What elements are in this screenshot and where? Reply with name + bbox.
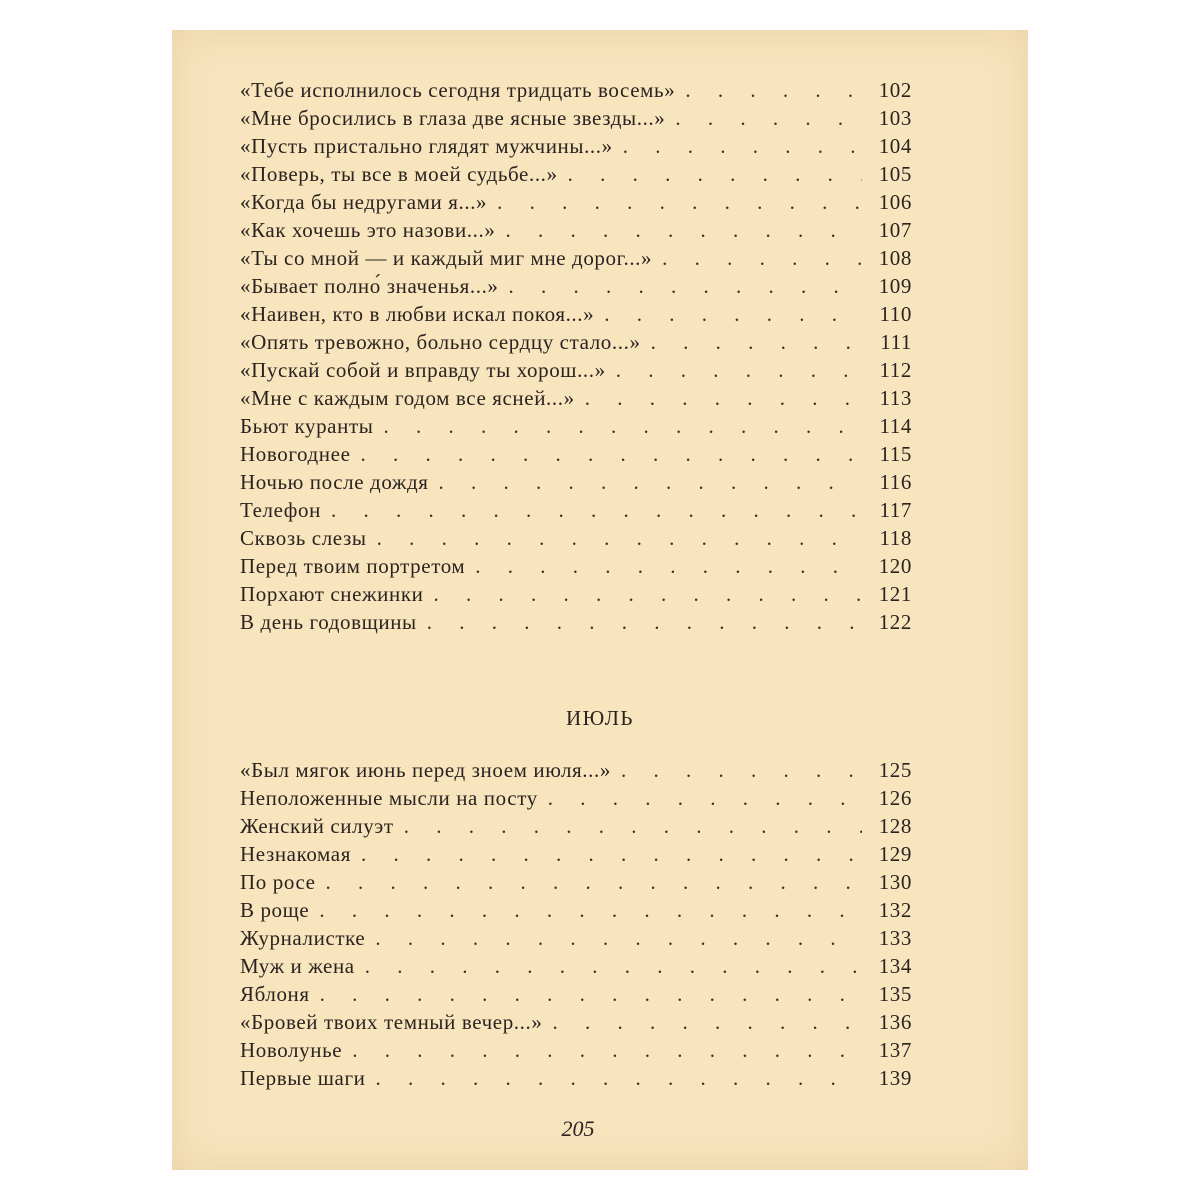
toc-entry-page: 103	[878, 106, 912, 130]
toc-entry-page: 136	[878, 1010, 912, 1034]
toc-entry	[240, 926, 912, 954]
toc-entry	[240, 330, 912, 358]
toc-entry-page: 113	[879, 386, 912, 410]
toc-entry	[240, 870, 912, 898]
dot-leader	[616, 358, 862, 383]
toc-entry-title: В роще	[240, 898, 310, 922]
toc-entry-title: «Пускай собой и вправду ты хорош...»	[240, 358, 606, 382]
dot-leader	[319, 898, 862, 923]
toc-entry	[240, 302, 912, 330]
toc-entry-title: «Ты со мной — и каждый миг мне дорог...»	[240, 246, 653, 270]
toc-entry-page: 134	[878, 954, 912, 978]
toc-entry	[240, 610, 912, 638]
toc-entry-page: 125	[878, 758, 912, 782]
toc-entry	[240, 414, 912, 442]
dot-leader	[548, 786, 862, 811]
dot-leader	[552, 1010, 862, 1035]
toc-entry-page: 139	[878, 1066, 912, 1090]
toc-entry	[240, 954, 912, 982]
toc-entry	[240, 106, 912, 134]
section-heading: ИЮЛЬ	[565, 706, 634, 730]
toc-entry-page: 120	[878, 554, 912, 578]
dot-leader	[568, 162, 862, 187]
toc-entry-title: Бьют куранты	[240, 414, 374, 438]
toc-entry-page: 110	[879, 302, 912, 326]
dot-leader	[604, 302, 862, 327]
toc-entry-title: «Мне бросились в глаза две ясные звезды...»	[240, 106, 666, 130]
dot-leader	[509, 274, 862, 299]
dot-leader	[623, 134, 862, 159]
toc-entry	[240, 758, 912, 786]
toc-entry-page: 108	[878, 246, 912, 270]
toc-entry	[240, 134, 912, 162]
dot-leader	[675, 106, 862, 131]
toc-entry-title: Телефон	[240, 498, 321, 522]
dot-leader	[331, 498, 862, 523]
toc-entry	[240, 442, 912, 470]
toc-entry-title: «Пусть пристально глядят мужчины...»	[240, 134, 613, 158]
toc-entry-page: 102	[878, 78, 912, 102]
dot-leader	[585, 386, 862, 411]
toc-entry	[240, 498, 912, 526]
toc-entry	[240, 470, 912, 498]
dot-leader	[365, 954, 862, 979]
toc-entry	[240, 246, 912, 274]
toc-entry-title: «Тебе исполнилось сегодня тридцать восемь»	[240, 78, 676, 102]
dot-leader	[361, 842, 862, 867]
toc-entry-page: 117	[879, 498, 912, 522]
dot-leader	[352, 1038, 862, 1063]
dot-leader	[427, 610, 862, 635]
dot-leader	[497, 190, 862, 215]
toc-entry-title: «Бровей твоих темный вечер...»	[240, 1010, 543, 1034]
toc-entry-page: 135	[878, 982, 912, 1006]
toc-entry-page: 137	[878, 1038, 912, 1062]
toc-entry	[240, 526, 912, 554]
toc-entry-title: Новогоднее	[240, 442, 351, 466]
toc-entry-title: Сквозь слезы	[240, 526, 367, 550]
toc-entry-page: 107	[878, 218, 912, 242]
toc-list-section-1	[240, 78, 912, 638]
toc-entry-page: 128	[878, 814, 912, 838]
toc-entry-title: По росе	[240, 870, 316, 894]
toc-entry-page: 121	[878, 582, 912, 606]
toc-entry	[240, 162, 912, 190]
dot-leader	[404, 814, 862, 839]
toc-entry-page: 122	[878, 610, 912, 634]
dot-leader	[475, 554, 862, 579]
toc-list-section-2	[240, 758, 912, 1094]
toc-entry	[240, 814, 912, 842]
dot-leader	[375, 926, 862, 951]
toc-entry-title: Порхают снежинки	[240, 582, 424, 606]
toc-entry-page: 129	[878, 842, 912, 866]
toc-entry-title: Перед твоим портретом	[240, 554, 466, 578]
toc-entry-page: 112	[879, 358, 912, 382]
dot-leader	[505, 218, 862, 243]
dot-leader	[439, 470, 862, 495]
toc-entry	[240, 190, 912, 218]
dot-leader	[320, 982, 862, 1007]
page-number: 205	[561, 1116, 595, 1141]
toc-entry-title: «Как хочешь это назови...»	[240, 218, 496, 242]
dot-leader	[662, 246, 862, 271]
toc-entry-page: 105	[878, 162, 912, 186]
dot-leader	[326, 870, 862, 895]
toc-entry	[240, 982, 912, 1010]
toc-entry-page: 132	[878, 898, 912, 922]
dot-leader	[377, 526, 862, 551]
toc-entry-title: В день годовщины	[240, 610, 417, 634]
dot-leader	[383, 414, 862, 439]
dot-leader	[433, 582, 862, 607]
toc-entry-page: 118	[879, 526, 912, 550]
toc-entry-title: «Поверь, ты все в моей судьбе...»	[240, 162, 558, 186]
toc-entry-page: 109	[878, 274, 912, 298]
toc-entry-title: «Бывает полно́ значенья...»	[240, 274, 499, 298]
toc-entry	[240, 274, 912, 302]
toc-entry-page: 116	[879, 470, 912, 494]
toc-entry-title: Женский силуэт	[240, 814, 394, 838]
toc-entry-title: «Опять тревожно, больно сердцу стало...»	[240, 330, 641, 354]
toc-entry-title: Яблоня	[240, 982, 310, 1006]
toc-entry-title: «Мне с каждым годом все ясней...»	[240, 386, 575, 410]
toc-entry	[240, 1010, 912, 1038]
toc-entry	[240, 786, 912, 814]
toc-entry-page: 133	[878, 926, 912, 950]
toc-entry-title: «Наивен, кто в любви искал покоя...»	[240, 302, 595, 326]
book-page	[172, 30, 1028, 1170]
toc-entry-page: 106	[878, 190, 912, 214]
dot-leader	[651, 330, 862, 355]
toc-entry	[240, 1038, 912, 1066]
toc-entry	[240, 842, 912, 870]
dot-leader	[621, 758, 862, 783]
toc-entry	[240, 386, 912, 414]
toc-entry	[240, 898, 912, 926]
toc-entry-title: Муж и жена	[240, 954, 355, 978]
toc-entry	[240, 554, 912, 582]
toc-entry-title: Незнакомая	[240, 842, 351, 866]
toc-entry-title: Первые шаги	[240, 1066, 366, 1090]
toc-entry	[240, 358, 912, 386]
dot-leader	[685, 78, 862, 103]
toc-entry-title: «Когда бы недругами я...»	[240, 190, 488, 214]
toc-entry-title: Неположенные мысли на посту	[240, 786, 538, 810]
dot-leader	[376, 1066, 862, 1091]
toc-entry-page: 126	[878, 786, 912, 810]
toc-entry-title: «Был мягок июнь перед зноем июля...»	[240, 758, 611, 782]
toc-entry	[240, 78, 912, 106]
toc-entry	[240, 1066, 912, 1094]
toc-entry-page: 130	[878, 870, 912, 894]
toc-entry-title: Ночью после дождя	[240, 470, 429, 494]
toc-entry-title: Новолунье	[240, 1038, 343, 1062]
toc-entry-page: 111	[880, 330, 912, 354]
toc-entry-page: 115	[879, 442, 912, 466]
toc-entry-page: 114	[879, 414, 912, 438]
toc-entry-title: Журналистке	[240, 926, 366, 950]
dot-leader	[361, 442, 863, 467]
toc-entry-page: 104	[878, 134, 912, 158]
toc-entry	[240, 218, 912, 246]
toc-entry	[240, 582, 912, 610]
